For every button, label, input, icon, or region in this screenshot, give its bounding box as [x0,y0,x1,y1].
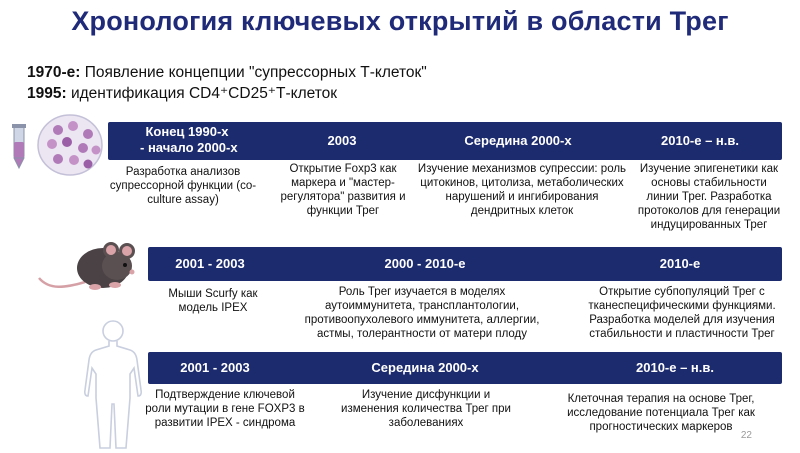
timeline-label: Середина 2000-х [464,133,572,148]
intro-line-2 [27,84,337,103]
timeline-description: Изучение дисфункции и изменения количества Трег при заболеваниях [341,389,511,429]
intro-text: Появление концепции "супрессорных Т-клеток" [80,64,427,81]
intro-year: 1995: [27,85,67,102]
timeline-description: Клеточная терапия на основе Трег, исследование потенциала Трег как прогностических маркеров [567,393,755,433]
timeline-label: 2001 - 2003 [180,360,250,375]
timeline-description: Подтверждение ключевой роли мутации в гене FOXP3 в развитии IPEX - синдрома [145,389,305,429]
timeline-label: 2003 [327,133,357,148]
page-number: 22 [740,430,752,441]
timeline-label: 2010-е – н.в. [661,133,739,148]
cell-culture-tube-icon [8,112,108,178]
intro-text: идентификация CD4⁺CD25⁺Т-клеток [66,85,338,102]
mouse-icon [35,238,145,298]
timeline-label: 2000 - 2010-е [384,256,466,271]
timeline-description: Роль Трег изучается в моделях аутоиммунитета, трансплантологии, противоопухолевого иммунитета, аллергии, астмы, толерантности от матери плоду [304,286,540,340]
timeline-label: Середина 2000-х [371,360,479,375]
timeline-label: 2001 - 2003 [175,256,245,271]
timeline-description: Изучение эпигенетики как основы стабильности линии Трег. Разработка протоколов для генерации индуцированных Трег [637,163,781,231]
intro-year: 1970-е: [27,64,81,81]
page-title: Хронология ключевых открытий в области Трег [71,6,729,36]
timeline-description: Открытие субпопуляций Трег с тканеспецифическими функциями. Разработка моделей для изучения стабильности и пластичности Трег [588,286,776,340]
intro-line-1 [27,64,427,82]
timeline-description: Разработка анализов супрессорной функции (co-culture assay) [109,166,257,206]
human-silhouette-icon [78,318,148,452]
timeline-label: Конец 1990-х - начало 2000-х [140,124,238,155]
timeline-description: Мыши Scurfy как модель IPEX [168,288,258,314]
timeline-description: Открытие Foxp3 как маркера и "мастер-регулятора" развития и функции Трег [280,163,406,217]
timeline-label: 2010-е – н.в. [636,360,714,375]
timeline-description: Изучение механизмов супрессии: роль цитокинов, цитолиза, метаболических нарушений и ингибирования дендритных клеток [417,163,627,217]
timeline-label: 2010-е [659,256,701,271]
